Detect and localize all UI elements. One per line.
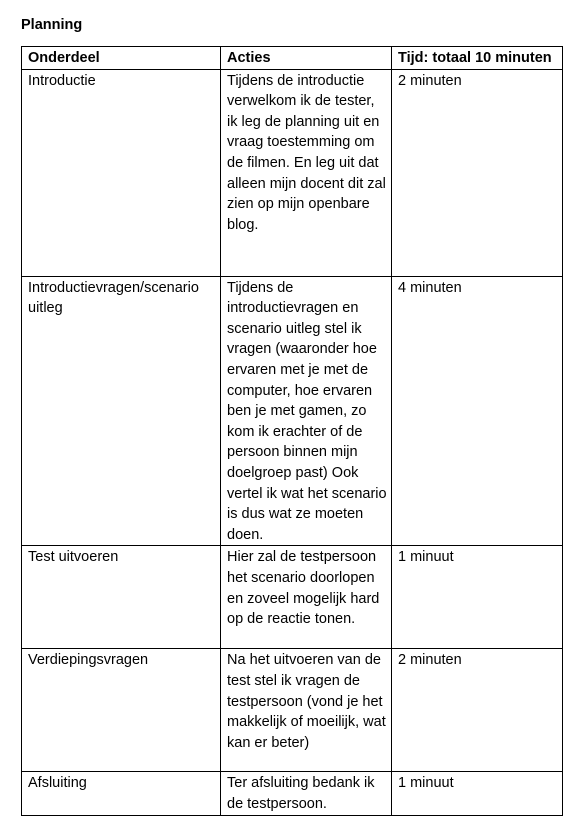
cell-acties: Ter afsluiting bedank ik de testpersoon. bbox=[221, 772, 392, 815]
planning-table bbox=[21, 46, 563, 816]
page-title: Planning bbox=[21, 17, 83, 33]
cell-acties: Na het uitvoeren van de test stel ik vragen de testpersoon (vond je het makkelijk of moeilijk, wat kan er beter) bbox=[221, 649, 392, 772]
cell-tijd: 1 minuut bbox=[392, 546, 563, 649]
cell-onderdeel: Verdiepingsvragen bbox=[22, 649, 221, 772]
cell-onderdeel: Test uitvoeren bbox=[22, 546, 221, 649]
cell-onderdeel: Afsluiting bbox=[22, 772, 221, 815]
table-row bbox=[22, 69, 563, 276]
cell-tijd: 4 minuten bbox=[392, 276, 563, 546]
header-tijd: Tijd: totaal 10 minuten bbox=[392, 47, 563, 70]
cell-acties: Tijdens de introductie verwelkom ik de tester, ik leg de planning uit en vraag toestemming om de filmen. En leg uit dat alleen mijn docent dit zal zien op mijn openbare blog. bbox=[221, 69, 392, 276]
cell-onderdeel: Introductie bbox=[22, 69, 221, 276]
cell-tijd: 2 minuten bbox=[392, 649, 563, 772]
cell-tijd: 1 minuut bbox=[392, 772, 563, 815]
cell-onderdeel: Introductievragen/scenario uitleg bbox=[22, 276, 221, 546]
cell-acties: Hier zal de testpersoon het scenario doorlopen en zoveel mogelijk hard op de reactie tonen. bbox=[221, 546, 392, 649]
table-row bbox=[22, 276, 563, 546]
table-row bbox=[22, 649, 563, 772]
header-acties: Acties bbox=[221, 47, 392, 70]
header-onderdeel: Onderdeel bbox=[22, 47, 221, 70]
cell-tijd: 2 minuten bbox=[392, 69, 563, 276]
table-header-row bbox=[22, 47, 563, 70]
cell-acties: Tijdens de introductievragen en scenario uitleg stel ik vragen (waaronder hoe ervaren met je met de computer, hoe ervaren ben je met gamen, zo kom ik erachter of de persoon binnen mijn doelgroep past) Ook vertel ik wat het scenario is dus wat ze moeten doen. bbox=[221, 276, 392, 546]
table-row bbox=[22, 772, 563, 815]
table-row bbox=[22, 546, 563, 649]
